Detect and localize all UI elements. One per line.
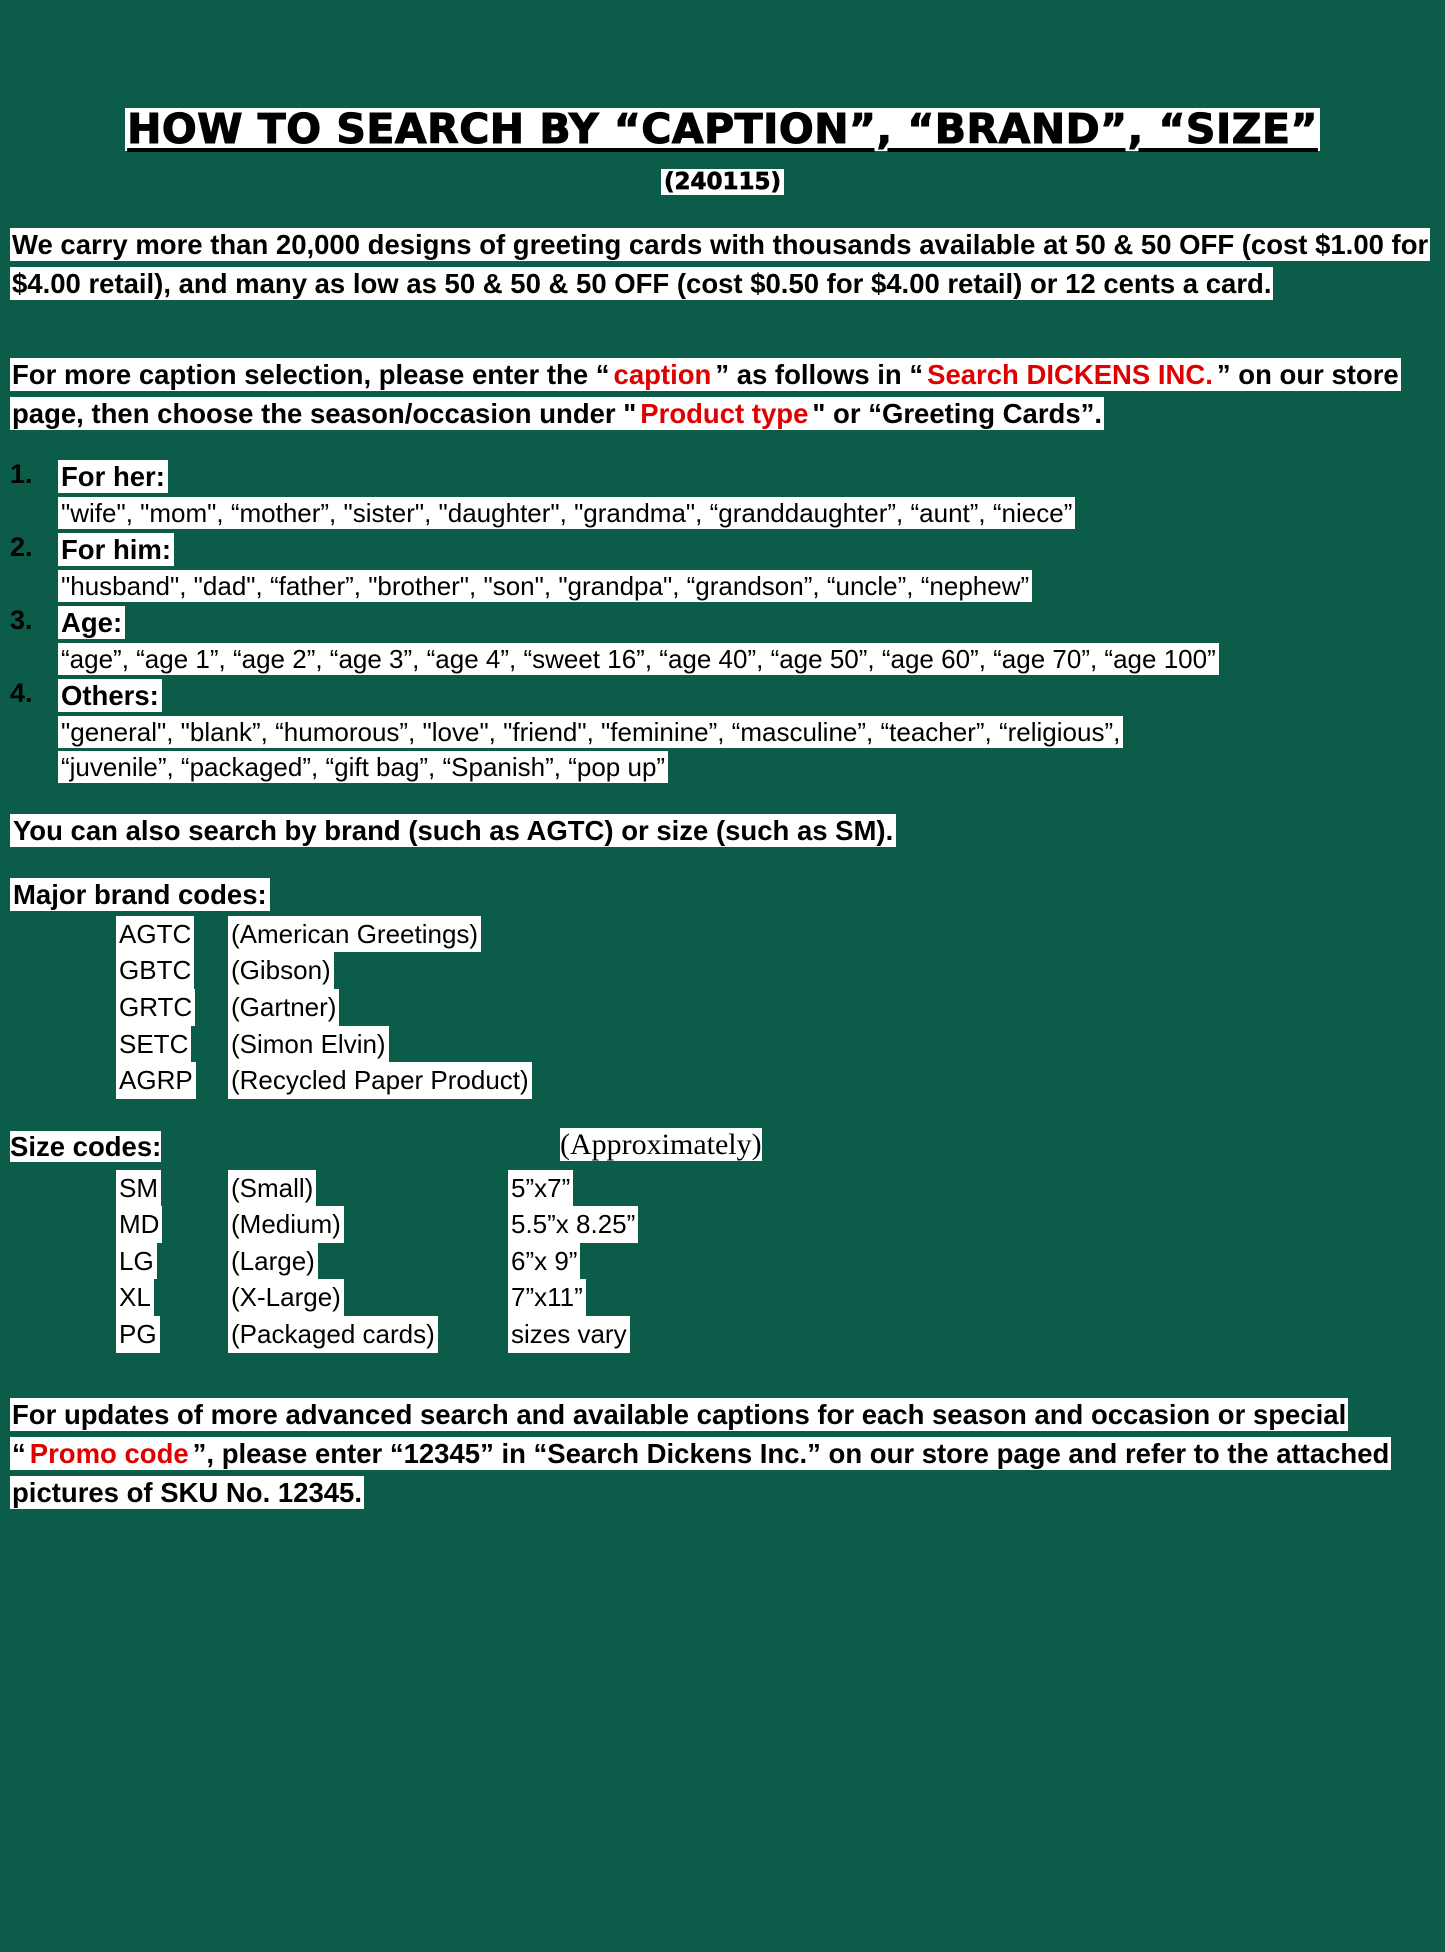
list-item-values-row: [58, 715, 1435, 749]
list-item: [10, 605, 1435, 676]
brand-name: (Gartner): [228, 989, 339, 1026]
size-dim-cell: [508, 1170, 638, 1207]
brand-name-cell: [228, 989, 532, 1026]
list-item-values-row: [58, 569, 1435, 603]
size-code: PG: [116, 1316, 160, 1353]
table-row: [116, 1026, 532, 1063]
size-name: (Packaged cards): [228, 1316, 438, 1353]
list-item-label: For him:: [58, 533, 174, 566]
size-code-cell: [116, 1243, 228, 1280]
size-dim-cell: [508, 1279, 638, 1316]
instruction-search-phrase: Search DICKENS INC.: [927, 359, 1213, 391]
list-item-values-row: [58, 750, 1435, 784]
subtitle-container: [10, 169, 1435, 195]
table-row: [116, 1170, 638, 1207]
size-dim-cell: [508, 1316, 638, 1353]
footer-part-1: For updates of more advanced search and available captions for each season and occasion or special “: [12, 1398, 1347, 1469]
size-name: (Medium): [228, 1206, 344, 1243]
size-name-cell: [228, 1243, 508, 1280]
size-name-cell: [228, 1316, 508, 1353]
size-code-cell: [116, 1279, 228, 1316]
brand-name: (Gibson): [228, 952, 334, 989]
brand-code-cell: [116, 989, 228, 1026]
brand-name: (Simon Elvin): [228, 1026, 389, 1063]
table-row: [116, 1243, 638, 1280]
list-item-values-line-2: “juvenile”, “packaged”, “gift bag”, “Spanish”, “pop up”: [58, 751, 668, 783]
size-dimension: 5”x7”: [508, 1170, 573, 1207]
size-code: XL: [116, 1279, 154, 1316]
size-approx-note-text: (Approximately): [560, 1127, 762, 1161]
brand-code-cell: [116, 1026, 228, 1063]
list-item: [10, 459, 1435, 530]
size-name: (Large): [228, 1243, 318, 1280]
list-item-values-row: [58, 642, 1435, 676]
size-name-cell: [228, 1206, 508, 1243]
list-item-body: [58, 459, 1435, 530]
brand-size-note: [10, 815, 1435, 847]
brand-name-cell: [228, 1026, 532, 1063]
list-item-label-row: [58, 532, 1435, 568]
size-dimension: 6”x 9”: [508, 1243, 580, 1280]
size-name-cell: [228, 1279, 508, 1316]
instruction-product-type: Product type: [640, 398, 809, 430]
brand-code: AGTC: [116, 916, 194, 953]
instruction-paragraph: [10, 355, 1435, 433]
size-name: (Small): [228, 1170, 316, 1207]
list-item-body: [58, 605, 1435, 676]
size-code-cell: [116, 1316, 228, 1353]
size-name: (X-Large): [228, 1279, 344, 1316]
table-row: [116, 1206, 638, 1243]
size-approx-note: [560, 1128, 762, 1162]
brand-name-cell: [228, 1062, 532, 1099]
title-container: [10, 0, 1435, 151]
list-item-label-row: [58, 605, 1435, 641]
brand-codes-heading: [10, 879, 1435, 911]
spacer: [10, 303, 1435, 325]
intro-paragraph: [10, 225, 1435, 303]
brand-code-cell: [116, 916, 228, 953]
brand-name: (Recycled Paper Product): [228, 1062, 532, 1099]
footer-promo-keyword: Promo code: [29, 1437, 189, 1469]
list-item-values: “age”, “age 1”, “age 2”, “age 3”, “age 4”, “sweet 16”, “age 40”, “age 50”, “age 60”, “age 70”, “age 100”: [58, 643, 1219, 675]
size-dim-cell: [508, 1243, 638, 1280]
size-codes-heading: [10, 1131, 161, 1163]
list-item-label: For her:: [58, 460, 168, 493]
size-code: SM: [116, 1170, 161, 1207]
size-dimension: sizes vary: [508, 1316, 630, 1353]
list-item-number: 4.: [10, 678, 33, 709]
table-row: [116, 1316, 638, 1353]
size-name-cell: [228, 1170, 508, 1207]
list-item-number: 1.: [10, 459, 33, 490]
table-row: [116, 1062, 532, 1099]
instruction-part-4: " or “Greeting Cards”.: [812, 398, 1102, 430]
size-codes-table: [116, 1170, 638, 1353]
brand-codes-heading-text: Major brand codes:: [10, 878, 270, 911]
list-item-number: 3.: [10, 605, 33, 636]
instruction-part-3: ” on our store page, then choose the season/occasion under ": [12, 359, 1399, 430]
list-item-label-row: [58, 678, 1435, 714]
list-item-body: [58, 532, 1435, 603]
list-item: [10, 678, 1435, 784]
size-code-cell: [116, 1170, 228, 1207]
size-codes-heading-text: Size codes:: [10, 1130, 162, 1162]
page-title: HOW TO SEARCH BY “CAPTION”, “BRAND”, “SIZE”: [127, 105, 1318, 153]
list-item-label: Age:: [58, 606, 125, 639]
size-code: MD: [116, 1206, 162, 1243]
size-dimension: 7”x11”: [508, 1279, 586, 1316]
list-item-label-row: [58, 459, 1435, 495]
size-codes-heading-row: [10, 1127, 1435, 1165]
footer-paragraph: [10, 1395, 1435, 1512]
brand-codes-table: [116, 916, 532, 1099]
instruction-caption-keyword: caption: [613, 359, 712, 391]
document-version-code: (240115): [661, 169, 784, 195]
list-item-values: "wife", "mom", “mother”, "sister", "daughter", "grandma", “granddaughter”, “aunt”, “niece”: [58, 497, 1075, 529]
table-row: [116, 952, 532, 989]
instruction-part-1: For more caption selection, please enter the “: [12, 359, 610, 391]
size-code-cell: [116, 1206, 228, 1243]
list-item-values-row: [58, 496, 1435, 530]
list-item-label: Others:: [58, 679, 162, 712]
brand-code: AGRP: [116, 1062, 196, 1099]
list-item-values: "husband", "dad", “father”, "brother", "son", "grandpa", “grandson”, “uncle”, “nephew”: [58, 570, 1032, 602]
size-code: LG: [116, 1243, 157, 1280]
table-row: [116, 1279, 638, 1316]
brand-name: (American Greetings): [228, 916, 481, 953]
list-item-body: [58, 678, 1435, 784]
size-dimension: 5.5”x 8.25”: [508, 1206, 638, 1243]
intro-text: We carry more than 20,000 designs of greeting cards with thousands available at 50 & 50 OFF (cost $1.00 for $4.00 retail), and many as low as 50 & 50 & 50 OFF (cost $0.50 for $4.00 retail) or 12 cents a card.: [12, 229, 1429, 300]
table-row: [116, 916, 532, 953]
list-item-values-line-1: "general", "blank”, “humorous”, "love", "friend", "feminine”, “masculine”, “teacher”, “religious”,: [58, 716, 1123, 748]
brand-name-cell: [228, 916, 532, 953]
brand-name-cell: [228, 952, 532, 989]
caption-list: [10, 459, 1435, 785]
list-item: [10, 532, 1435, 603]
brand-code: GRTC: [116, 989, 195, 1026]
list-item-number: 2.: [10, 532, 33, 563]
brand-code: SETC: [116, 1026, 191, 1063]
footer-part-2: ”, please enter “12345” in “Search Dickens Inc.” on our store page and refer to the attached pictures of SKU No. 12345.: [12, 1437, 1390, 1508]
table-row: [116, 989, 532, 1026]
brand-code-cell: [116, 952, 228, 989]
instruction-part-2: ” as follows in “: [715, 359, 924, 391]
brand-size-note-text: You can also search by brand (such as AGTC) or size (such as SM).: [10, 814, 896, 847]
brand-code: GBTC: [116, 952, 194, 989]
brand-code-cell: [116, 1062, 228, 1099]
size-dim-cell: [508, 1206, 638, 1243]
